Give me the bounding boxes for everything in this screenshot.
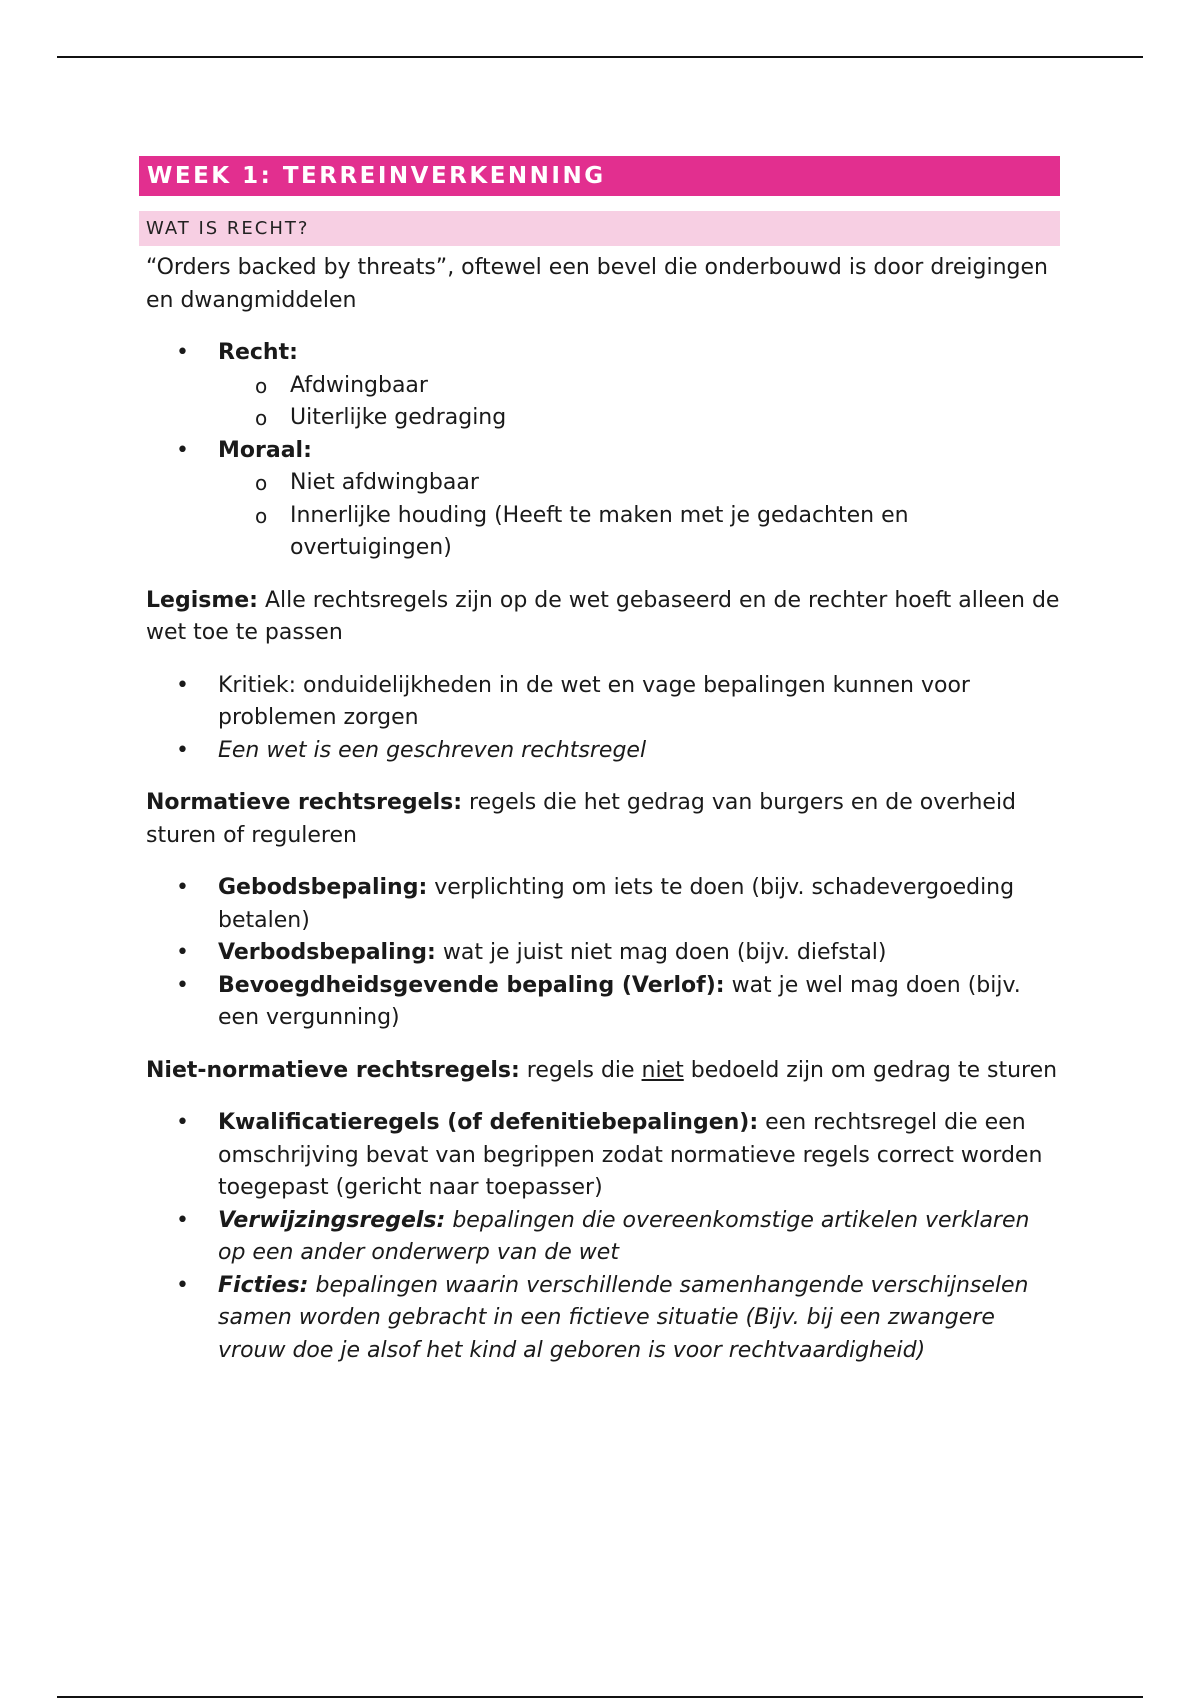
list-item [218,937,1060,970]
niet-normatieve-paragraph [139,1055,1060,1088]
niet-normatieve-term: Niet-normatieve rechtsregels: [146,1057,520,1083]
niet-normatieve-list [139,1107,1060,1367]
recht-sublist [218,370,1060,435]
item-text: wat je juist niet mag doen (bijv. diefstal) [435,940,887,965]
week-heading: WEEK 1: TERREINVERKENNING [139,156,1060,196]
header-rule [57,56,1143,58]
item-term: Kwalificatieregels (of defenitiebepalingen): [218,1110,759,1135]
list-item: • Een wet is een geschreven rechtsregel [218,735,1060,768]
list-item: o Afdwingbaar [290,370,1060,403]
list-item: • Kritiek: onduidelijkheden in de wet en vage bepalingen kunnen voor problemen zorgen [218,670,1060,735]
moraal-label: Moraal: [218,437,312,463]
document-body [139,156,1060,1367]
intro-paragraph: “Orders backed by threats”, oftewel een bevel die onderbouwd is door dreigingen en dwangmiddelen [146,255,1048,313]
list-item [218,337,1060,435]
normatieve-text: regels die het gedrag van burgers en de overheid sturen of reguleren [146,790,1017,848]
section-heading: WAT IS RECHT? [139,211,1060,246]
item-text: bepalingen die overeenkomstige artikelen verklaren op een ander onderwerp van de wet [218,1207,1030,1265]
item-term: Ficties: [218,1272,309,1298]
item-text: wat je wel mag doen (bijv. een vergunning) [218,972,1021,1030]
recht-moraal-list [139,337,1060,565]
item-term: Verwijzingsregels: [218,1207,446,1233]
list-item [218,872,1060,937]
footer-rule [57,1696,1143,1698]
list-item: o Innerlijke houding (Heeft te maken met je gedachten en overtuigingen) [290,500,1060,565]
item-text: verplichting om iets te doen (bijv. schadevergoeding betalen) [218,875,1015,933]
legisme-text: Alle rechtsregels zijn op de wet gebaseerd en de rechter hoeft alleen de wet toe te passen [146,587,1060,645]
item-text: bepalingen waarin verschillende samenhangende verschijnselen samen worden gebracht in een fictieve situatie (Bijv. bij een zwangere vrouw doe je alsof het kind al geboren is voor rechtvaardigheid) [218,1272,1029,1363]
paragraph-text: bedoeld zijn om gedrag te sturen [683,1057,1058,1083]
list-item [218,970,1060,1035]
item-text: een rechtsregel die een omschrijving bevat van begrippen zodat normatieve regels correct worden toegepast (gericht naar toepasser) [218,1110,1043,1200]
moraal-sublist [218,467,1060,565]
list-item: o Uiterlijke gedraging [290,402,1060,435]
item-term: Gebodsbepaling: [218,875,428,900]
list-item [218,1205,1060,1270]
legisme-list [139,670,1060,768]
normatieve-term: Normatieve rechtsregels: [146,790,463,815]
legisme-term: Legisme: [146,587,258,613]
item-term: Bevoegdheidsgevende bepaling (Verlof): [218,972,725,998]
item-term: Verbodsbepaling: [218,940,436,965]
normatieve-paragraph [139,787,1060,852]
list-item: o Niet afdwingbaar [290,467,1060,500]
recht-label: Recht: [218,340,298,365]
underlined-word: niet [641,1057,684,1083]
legisme-paragraph [139,585,1060,650]
list-item [218,1270,1060,1368]
paragraph-text: regels die [519,1057,642,1083]
list-item [218,1107,1060,1205]
list-item [218,435,1060,565]
normatieve-list [139,872,1060,1035]
